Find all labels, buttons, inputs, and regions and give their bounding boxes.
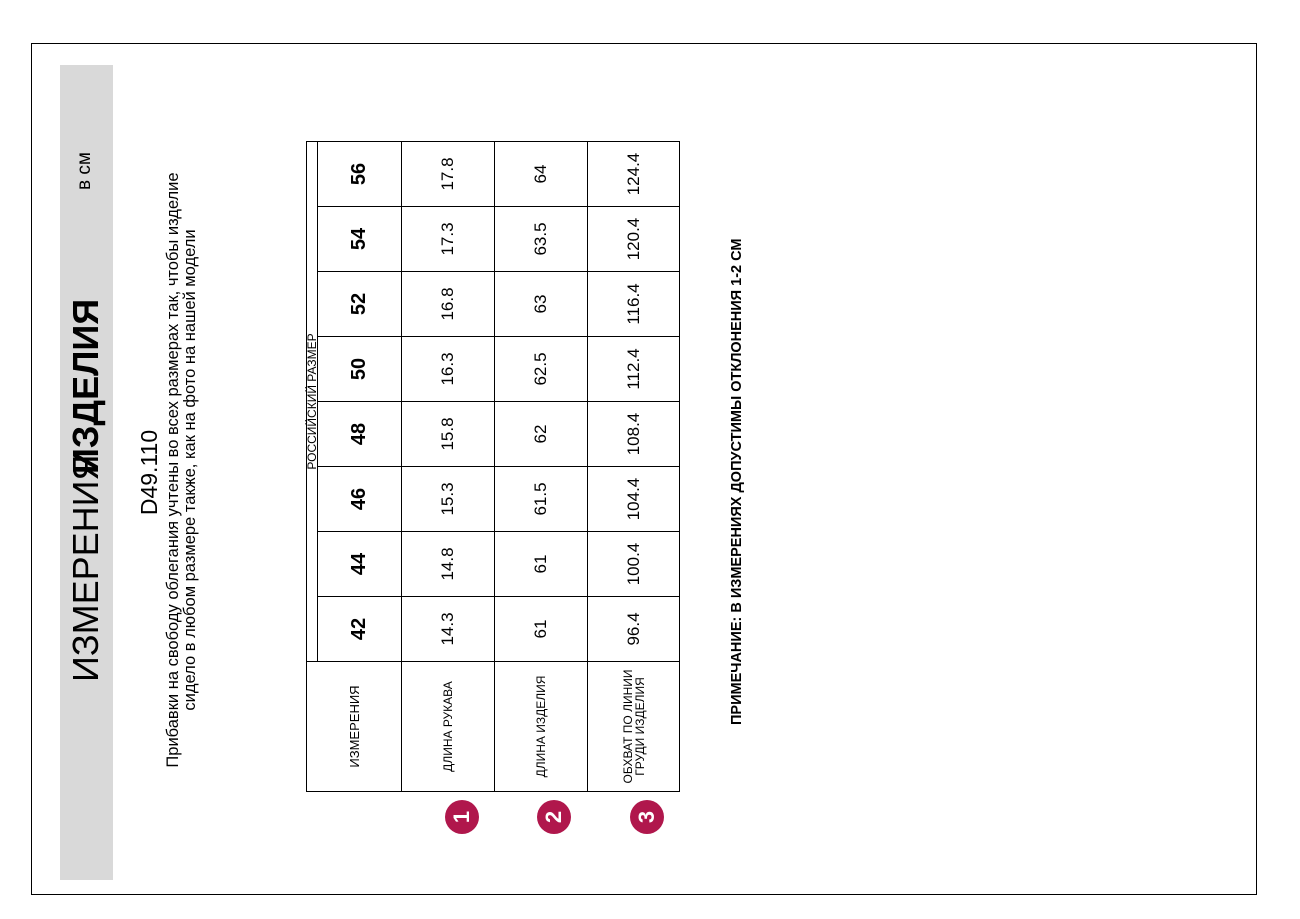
table-row-chest-girth — [588, 142, 680, 792]
size-header: 42 — [318, 597, 402, 662]
value-cell: 124.4 — [588, 142, 680, 207]
size-header: 50 — [318, 337, 402, 402]
value-cell: 64 — [495, 142, 588, 207]
size-group-header: РОССИЙСКИЙ РАЗМЕР — [307, 142, 318, 662]
value-cell: 16.8 — [402, 272, 495, 337]
value-cell: 63.5 — [495, 207, 588, 272]
value-cell: 112.4 — [588, 337, 680, 402]
fit-description: Прибавки на свободу облегания учтены во всех размерах так, чтобы изделие сидело в любом размере также, как на фото на нашей модели — [164, 172, 199, 768]
measurement-marker-2: 2 — [537, 800, 571, 834]
value-cell: 116.4 — [588, 272, 680, 337]
value-cell: 61.5 — [495, 467, 588, 532]
value-cell: 62.5 — [495, 337, 588, 402]
size-header: 56 — [318, 142, 402, 207]
value-cell: 61 — [495, 532, 588, 597]
value-cell: 120.4 — [588, 207, 680, 272]
value-cell: 14.8 — [402, 532, 495, 597]
size-header: 52 — [318, 272, 402, 337]
value-cell: 61 — [495, 597, 588, 662]
size-header: 54 — [318, 207, 402, 272]
row-label: ДЛИНА ИЗДЕЛИЯ — [495, 662, 588, 792]
size-header: 46 — [318, 467, 402, 532]
value-cell: 14.3 — [402, 597, 495, 662]
value-cell: 63 — [495, 272, 588, 337]
size-header: 44 — [318, 532, 402, 597]
row-label: ДЛИНА РУКАВА — [402, 662, 495, 792]
value-cell: 62 — [495, 402, 588, 467]
table-row-sleeve-length — [402, 142, 495, 792]
table-header-row — [307, 142, 318, 792]
tolerance-note: ПРИМЕЧАНИЕ: В ИЗМЕРЕНИЯХ ДОПУСТИМЫ ОТКЛОНЕНИЯ 1-2 СМ — [729, 238, 745, 725]
title-measurements: ИЗМЕРЕНИЯ — [65, 454, 106, 682]
value-cell: 96.4 — [588, 597, 680, 662]
value-cell: 15.3 — [402, 467, 495, 532]
row-label: ОБХВАТ ПО ЛИНИИ ГРУДИ ИЗДЕЛИЯ — [588, 662, 680, 792]
value-cell: 108.4 — [588, 402, 680, 467]
measurement-marker-3: 3 — [630, 800, 664, 834]
value-cell: 15.8 — [402, 402, 495, 467]
measurement-marker-1: 1 — [445, 800, 479, 834]
value-cell: 100.4 — [588, 532, 680, 597]
measurements-header: ИЗМЕРЕНИЯ — [307, 662, 402, 792]
size-header: 48 — [318, 402, 402, 467]
title-product: ИЗДЕЛИЯ — [65, 298, 106, 474]
value-cell: 16.3 — [402, 337, 495, 402]
units-label: в см — [74, 152, 95, 190]
value-cell: 104.4 — [588, 467, 680, 532]
article-number: D49.110 — [136, 429, 162, 516]
value-cell: 17.8 — [402, 142, 495, 207]
size-table — [306, 141, 680, 792]
value-cell: 17.3 — [402, 207, 495, 272]
size-chart-sheet — [40, 65, 1240, 880]
table-row-garment-length — [495, 142, 588, 792]
